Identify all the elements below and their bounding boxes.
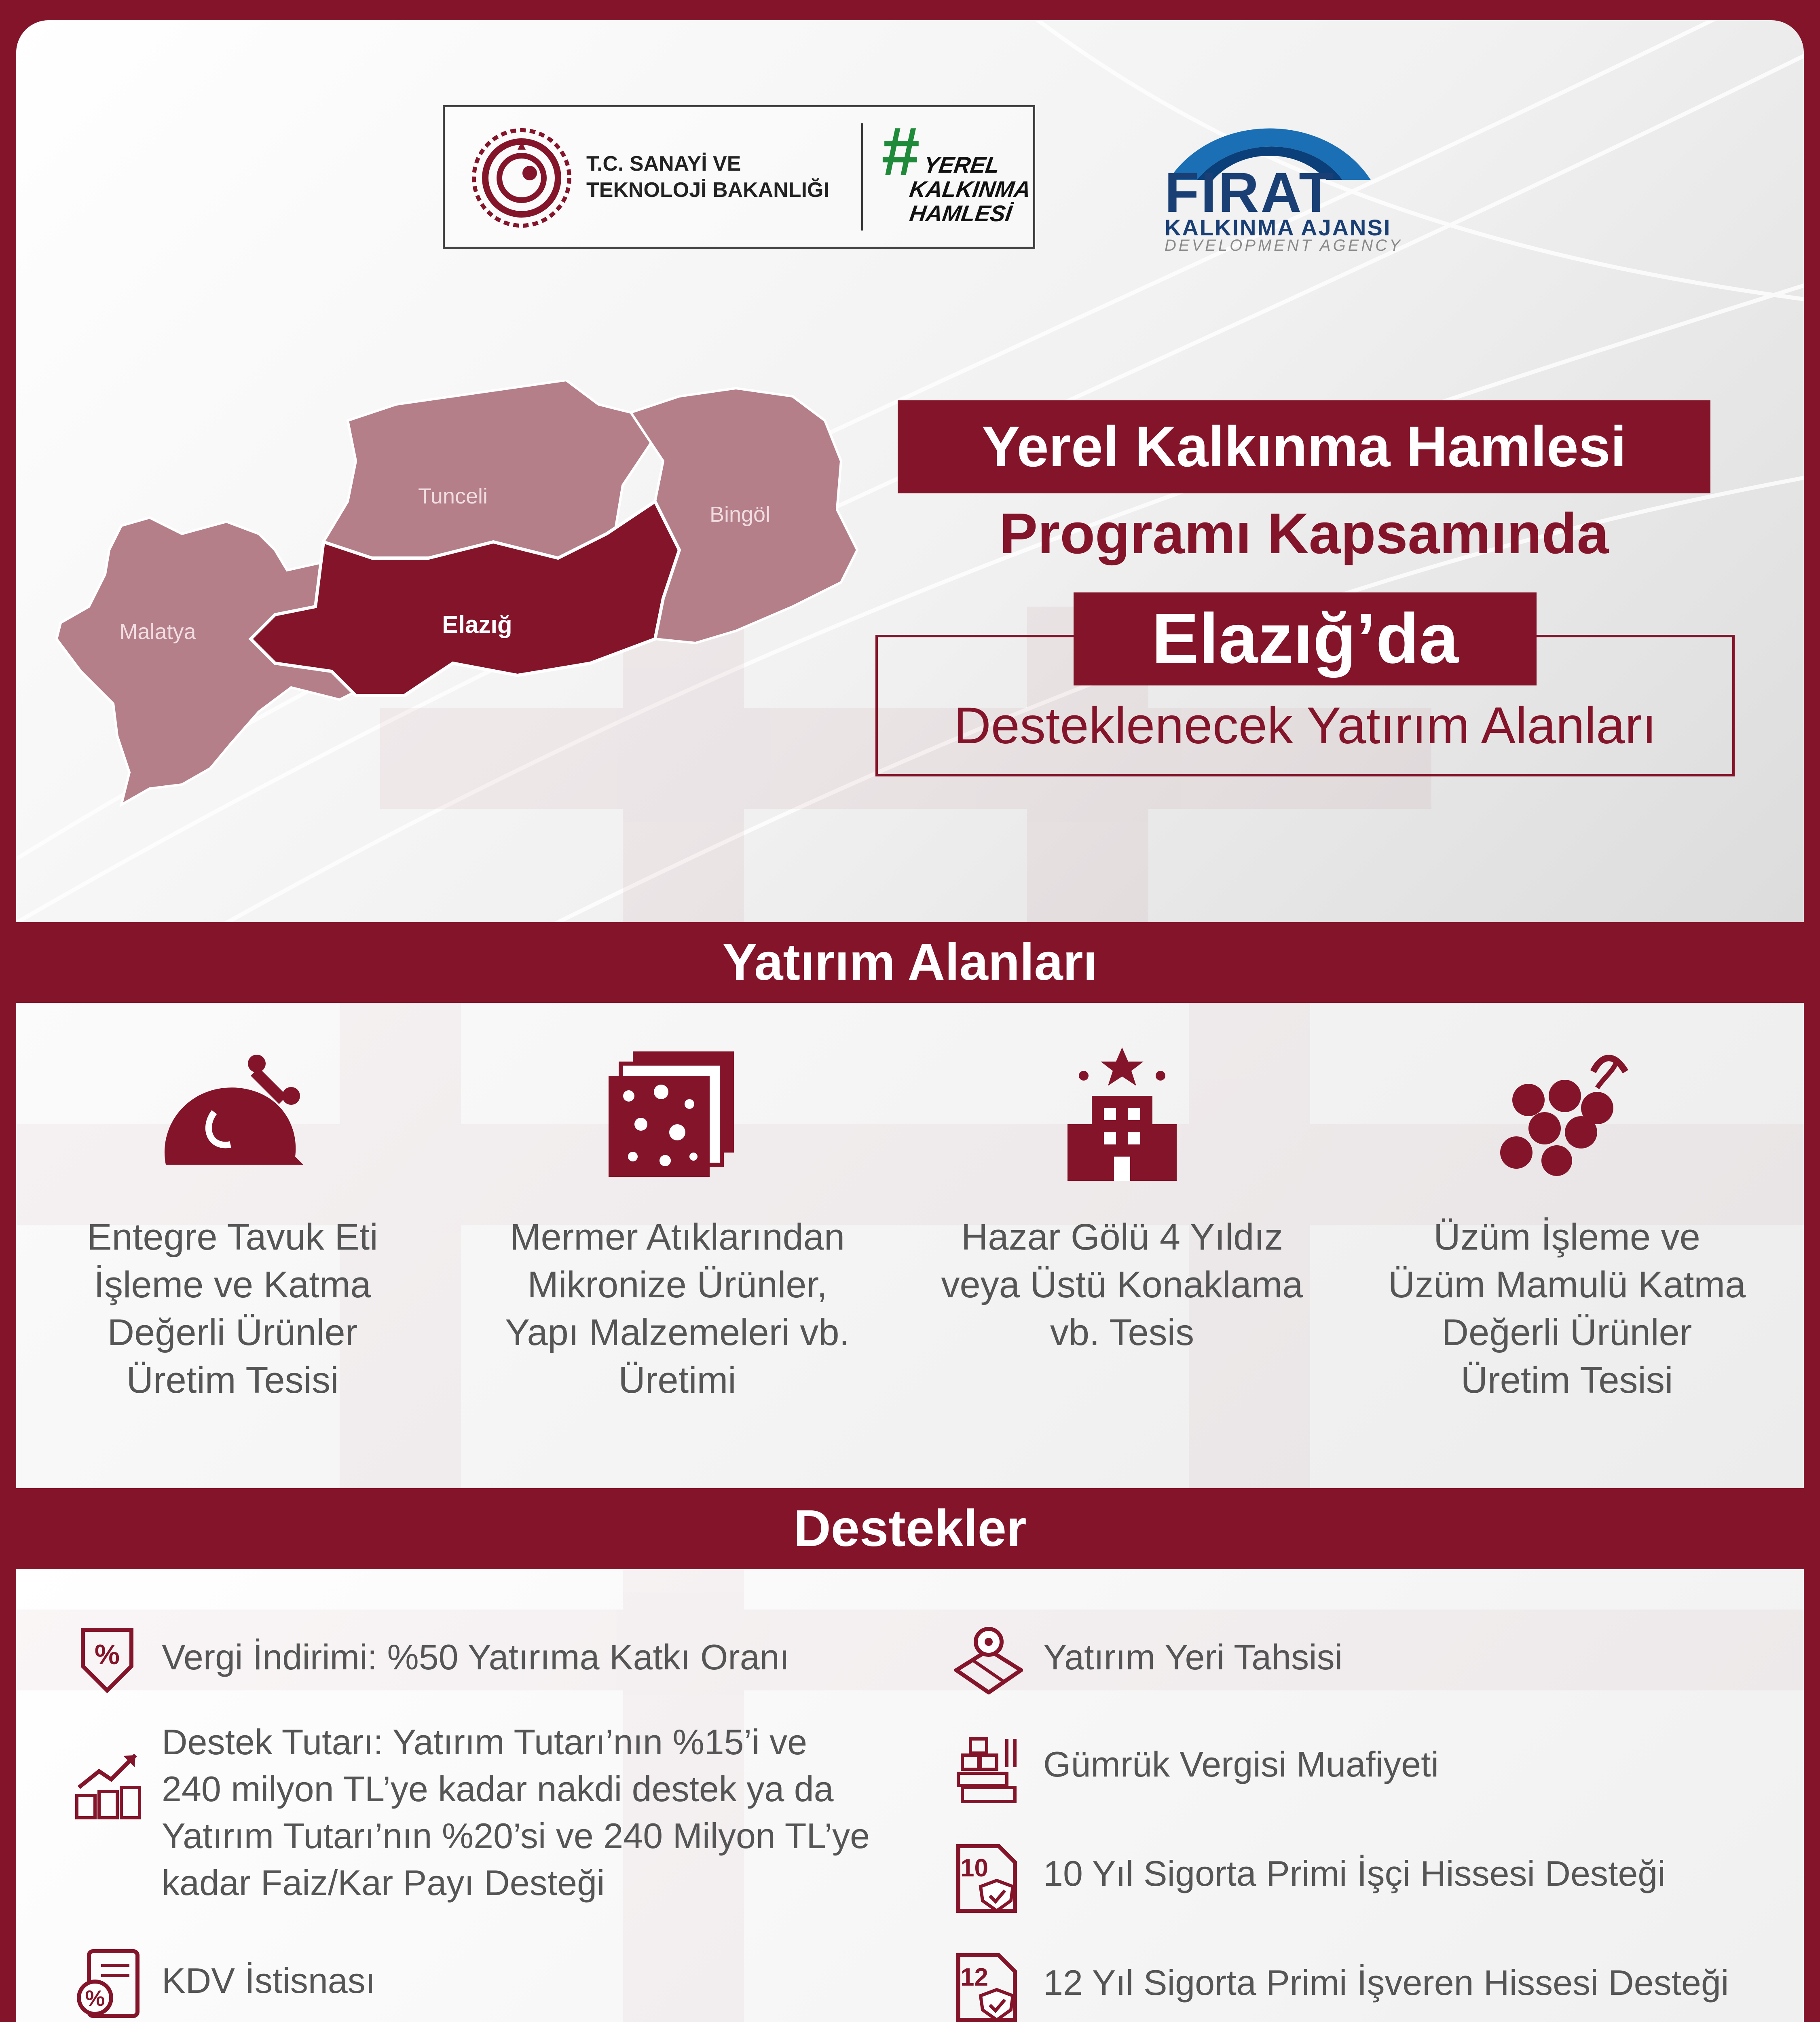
investment-item-line: Üzüm İşleme ve bbox=[1433, 1216, 1700, 1258]
support-land bbox=[1043, 1634, 1342, 1681]
investment-item-line: Değerli Ürünler bbox=[1442, 1312, 1692, 1353]
agency-subtitle: KALKINMA AJANSI bbox=[1165, 215, 1391, 240]
support-line: Yatırım Yeri Tahsisi bbox=[1043, 1637, 1343, 1677]
investment-item-line: İşleme ve Katma bbox=[94, 1264, 371, 1305]
chicken-icon bbox=[158, 1051, 307, 1177]
investment-item-line: Değerli Ürünler bbox=[107, 1312, 358, 1353]
title-line2: Programı Kapsamında bbox=[999, 501, 1609, 566]
svg-text:%: % bbox=[94, 1639, 120, 1670]
investment-item-line: vb. Tesis bbox=[1050, 1312, 1194, 1353]
investment-heading: Yatırım Alanları bbox=[722, 933, 1098, 991]
agency-name: FIRAT bbox=[1165, 161, 1335, 224]
land-location-icon bbox=[954, 1626, 1023, 1694]
ministry-name-line1: T.C. SANAYİ VE bbox=[586, 152, 741, 176]
support-line: KDV İstisnası bbox=[162, 1961, 376, 2001]
vat-document-icon bbox=[77, 1949, 142, 2018]
investment-item-grapes bbox=[1365, 1213, 1769, 1404]
program-name-line1: YEREL bbox=[922, 152, 1002, 178]
investment-item-line: Mermer Atıklarından bbox=[509, 1216, 845, 1258]
support-line: 240 milyon TL’ye kadar nakdi destek ya da bbox=[162, 1769, 834, 1809]
investment-item-line: Mikronize Ürünler, bbox=[527, 1264, 827, 1305]
map-label-tunceli: Tunceli bbox=[418, 484, 488, 508]
support-cash bbox=[162, 1719, 870, 1906]
support-line: 12 Yıl Sigorta Primi İşveren Hissesi Desteği bbox=[1043, 1963, 1729, 2003]
support-vat bbox=[162, 1957, 375, 2004]
map-label-bingol: Bingöl bbox=[709, 502, 771, 527]
program-hash-icon: # bbox=[881, 113, 920, 190]
twelve-year-shield-icon bbox=[954, 1953, 1023, 2022]
support-employer-premium bbox=[1043, 1959, 1729, 2006]
investment-item-line: Üzüm Mamulü Katma bbox=[1388, 1264, 1746, 1305]
investment-item-line: Hazar Gölü 4 Yıldız bbox=[961, 1216, 1283, 1258]
region-map bbox=[49, 380, 873, 837]
support-customs bbox=[1043, 1741, 1439, 1788]
title-city: Elazığ’da bbox=[1074, 592, 1537, 685]
program-name-line2: KALKINMA bbox=[908, 176, 1033, 202]
investment-item-line: Entegre Tavuk Eti bbox=[87, 1216, 378, 1258]
investment-item-line: veya Üstü Konaklama bbox=[941, 1264, 1303, 1305]
marble-icon bbox=[609, 1051, 738, 1181]
money-growth-icon bbox=[75, 1751, 144, 1820]
supports-heading: Destekler bbox=[793, 1500, 1027, 1557]
ministry-emblem-icon bbox=[469, 125, 574, 231]
tax-discount-icon bbox=[79, 1626, 135, 1694]
map-label-elazig: Elazığ bbox=[442, 611, 512, 638]
investment-item-chicken bbox=[30, 1213, 435, 1404]
agency-subtitle-en: DEVELOPMENT AGENCY bbox=[1165, 237, 1403, 254]
support-line: Yatırım Tutarı’nın %20’si ve 240 Milyon TL’ye bbox=[162, 1816, 870, 1856]
customs-icon bbox=[954, 1735, 1023, 1804]
hotel-icon bbox=[1063, 1047, 1181, 1181]
ministry-program-logo-box bbox=[443, 105, 1035, 249]
support-line: 10 Yıl Sigorta Primi İşçi Hissesi Desteği bbox=[1043, 1853, 1666, 1893]
ten-year-badge: 10 bbox=[960, 1854, 988, 1882]
investment-item-line: Yapı Malzemeleri vb. bbox=[505, 1312, 850, 1353]
program-name-line3: HAMLESİ bbox=[908, 201, 1014, 226]
title-subtitle: Desteklenecek Yatırım Alanları bbox=[953, 697, 1657, 755]
grapes-icon bbox=[1496, 1047, 1630, 1177]
support-line: kadar Faiz/Kar Payı Desteği bbox=[162, 1863, 605, 1903]
title-line1: Yerel Kalkınma Hamlesi bbox=[898, 400, 1710, 493]
logo-divider bbox=[861, 123, 863, 231]
investment-item-hotel bbox=[920, 1213, 1324, 1356]
ministry-name-line2: TEKNOLOJİ BAKANLIĞI bbox=[586, 178, 829, 202]
investment-item-line: Üretim Tesisi bbox=[126, 1360, 339, 1401]
investment-item-line: Üretim Tesisi bbox=[1461, 1360, 1673, 1401]
map-region-tunceli bbox=[323, 380, 655, 558]
support-line: Destek Tutarı: Yatırım Tutarı’nın %15’i ve bbox=[162, 1722, 807, 1762]
twelve-year-badge: 12 bbox=[960, 1963, 988, 1991]
support-worker-premium bbox=[1043, 1850, 1666, 1897]
support-line: Gümrük Vergisi Muafiyeti bbox=[1043, 1744, 1439, 1784]
investment-item-line: Üretimi bbox=[618, 1360, 736, 1401]
svg-text:%: % bbox=[85, 1986, 105, 2011]
map-label-malatya: Malatya bbox=[119, 620, 196, 644]
support-tax-discount bbox=[162, 1634, 789, 1681]
support-line: Vergi İndirimi: %50 Yatırıma Katkı Oranı bbox=[162, 1637, 790, 1677]
ten-year-shield-icon bbox=[954, 1844, 1023, 1913]
investment-item-marble bbox=[475, 1213, 879, 1404]
